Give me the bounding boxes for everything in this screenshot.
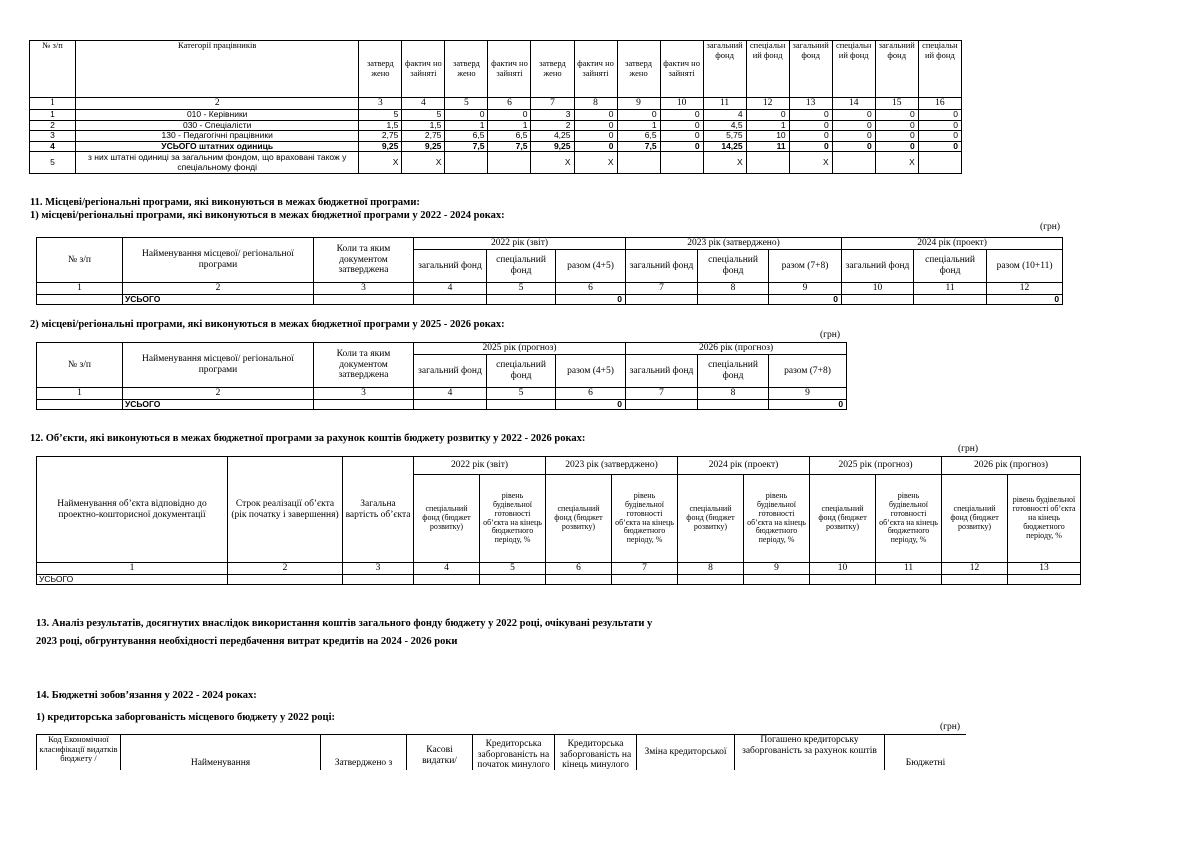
cell: 0	[918, 131, 961, 142]
fund-subheader: спеціальний фонд (бюджет розвитку)	[414, 475, 480, 563]
row-category: 130 - Педагогічні працівники	[76, 131, 359, 142]
index-cell: 6	[556, 283, 626, 295]
cell: 0	[875, 110, 918, 121]
row-number: 5	[30, 152, 76, 174]
cell: 1	[617, 120, 660, 131]
col-number-header: № з/п	[30, 41, 76, 98]
index-cell: 6	[546, 563, 612, 575]
index-cell: 13	[1008, 563, 1081, 575]
staff-col-head: загальний фонд	[875, 41, 918, 98]
section-14-subheading-1: 1) кредиторська заборгованість місцевого бюджету у 2022 році:	[36, 712, 336, 723]
section-11-subheading-2: 2) місцеві/регіональні програми, які виконуються в межах бюджетної програми у 2025 - 2026 роках:	[30, 319, 505, 330]
cell: 0	[574, 131, 617, 142]
index-cell: 10	[810, 563, 876, 575]
index-cell: 10	[660, 98, 703, 110]
col-payables-change-header: Зміна кредиторської	[637, 735, 735, 771]
index-cell: 9	[769, 283, 842, 295]
section-14-heading: 14. Бюджетні зобов’язання у 2022 - 2024 роках:	[36, 690, 257, 701]
cell: 2,75	[359, 131, 402, 142]
section-12-heading: 12. Об’єкти, які виконуються в межах бюджетної програми за рахунок коштів бюджету розвитку у 2022 - 2026 роках:	[30, 433, 586, 444]
readiness-subheader: рівень будівельної готовності об’єкта на кінець бюджетного періоду, %	[612, 475, 678, 563]
col-repaid-header: Погашено кредиторську заборгованість за рахунок коштів	[735, 735, 885, 771]
index-cell: 11	[876, 563, 942, 575]
index-cell: 13	[789, 98, 832, 110]
cell: 4,5	[703, 120, 746, 131]
cell	[918, 152, 961, 174]
cell: 2,75	[402, 131, 445, 142]
cell: X	[875, 152, 918, 174]
col-cash-expenses-header: Касові видатки/	[407, 735, 473, 771]
index-cell: 4	[414, 563, 480, 575]
fund-subheader: спеціальний фонд	[698, 250, 769, 283]
row-number: 2	[30, 120, 76, 131]
cell: 0	[574, 120, 617, 131]
fund-subheader: разом (4+5)	[556, 355, 626, 388]
col-category-header: Категорії працівників	[76, 41, 359, 98]
cell: 2	[531, 120, 574, 131]
row-category: з них штатні одиниці за загальним фондом, що враховані також у спеціальному фонді	[76, 152, 359, 174]
index-cell: 2	[228, 563, 343, 575]
fund-subheader: загальний фонд	[626, 355, 698, 388]
cell: 0	[574, 110, 617, 121]
year-header: 2023 рік (затверджено)	[546, 457, 678, 475]
col-term-header: Строк реалізації об’єкта (рік початку і завершення)	[228, 457, 343, 563]
total-label: УСЬОГО	[37, 574, 228, 585]
cell: 11	[746, 141, 789, 152]
cell: 1	[445, 120, 488, 131]
index-cell: 2	[123, 283, 314, 295]
cell: 6,5	[617, 131, 660, 142]
col-payables-start-header: Кредиторська заборгованість на початок минулого	[473, 735, 555, 771]
fund-subheader: загальний фонд	[414, 250, 487, 283]
index-cell: 9	[617, 98, 660, 110]
row-number: 4	[30, 141, 76, 152]
section-13-text: 13. Аналіз результатів, досягнутих внаслідок використання коштів загального фонду бюджету у 2022 році, очікувані результати у 2023 році, обгрунтування необхідності передбачення витрат кредитів на 2024 - 2026 роки	[36, 618, 653, 648]
row-number: 1	[30, 110, 76, 121]
fund-subheader: спеціальний фонд	[487, 355, 556, 388]
index-cell: 5	[480, 563, 546, 575]
total-row	[37, 294, 1063, 305]
readiness-subheader: рівень будівельної готовності об’єкта на кінець бюджетного періоду, %	[480, 475, 546, 563]
staff-row	[30, 131, 962, 142]
unit-label: (грн)	[820, 330, 841, 340]
row-number: 3	[30, 131, 76, 142]
cell: 0	[660, 120, 703, 131]
index-cell: 1	[30, 98, 76, 110]
index-cell: 12	[987, 283, 1063, 295]
staff-col-head: загальний фонд	[789, 41, 832, 98]
cell: 0	[789, 131, 832, 142]
index-row	[37, 388, 847, 400]
cell: 1	[746, 120, 789, 131]
year-header: 2022 рік (звіт)	[414, 238, 626, 250]
col-program-name-header: Найменування місцевої/ регіональної програми	[123, 343, 314, 388]
index-cell: 7	[531, 98, 574, 110]
cell: 0	[918, 110, 961, 121]
cell: 0	[832, 141, 875, 152]
index-cell: 11	[914, 283, 987, 295]
cell: 4	[703, 110, 746, 121]
cell	[746, 152, 789, 174]
index-cell: 5	[487, 283, 556, 295]
cell: 0	[875, 120, 918, 131]
cell: 0	[832, 131, 875, 142]
fund-subheader: разом (7+8)	[769, 355, 847, 388]
index-cell: 4	[402, 98, 445, 110]
index-cell: 7	[612, 563, 678, 575]
col-object-name-header: Найменування об’єкта відповідно до проектно-кошторисної документації	[37, 457, 228, 563]
index-cell: 9	[744, 563, 810, 575]
fund-subheader: загальний фонд	[626, 250, 698, 283]
cell: 5	[359, 110, 402, 121]
staff-table	[29, 40, 962, 174]
col-approved-header: Затверджено з	[321, 735, 407, 771]
year-header: 2024 рік (проект)	[842, 238, 1063, 250]
index-cell: 1	[37, 283, 123, 295]
index-cell: 4	[414, 283, 487, 295]
cell: 0	[918, 120, 961, 131]
staff-row	[30, 152, 962, 174]
staff-col-head: фактич но зайняті	[402, 41, 445, 98]
cell: 9,25	[531, 141, 574, 152]
col-econ-code-header: Код Економічної класифікації видатків бюджету /	[37, 735, 121, 771]
index-cell: 3	[343, 563, 414, 575]
cell: 0	[660, 131, 703, 142]
year-header: 2022 рік (звіт)	[414, 457, 546, 475]
cell: 5	[402, 110, 445, 121]
cell: 9,25	[402, 141, 445, 152]
staff-row	[30, 120, 962, 131]
index-cell: 14	[832, 98, 875, 110]
staff-row	[30, 110, 962, 121]
cell: 4,25	[531, 131, 574, 142]
index-cell: 9	[769, 388, 847, 400]
col-total-cost-header: Загальна вартість об’єкта	[343, 457, 414, 563]
cell	[832, 152, 875, 174]
index-cell: 5	[487, 388, 556, 400]
col-approval-doc-header: Коли та яким документом затверджена	[314, 238, 414, 283]
index-cell: 1	[37, 388, 123, 400]
staff-col-head: затверд жено	[445, 41, 488, 98]
index-cell: 3	[314, 283, 414, 295]
index-cell: 3	[314, 388, 414, 400]
cell: 0	[918, 141, 961, 152]
year-header: 2024 рік (проект)	[678, 457, 810, 475]
index-cell: 16	[918, 98, 961, 110]
staff-col-head: спеціальн ий фонд	[918, 41, 961, 98]
index-row	[37, 563, 1081, 575]
year-header: 2026 рік (прогноз)	[626, 343, 847, 355]
cell: 0	[445, 110, 488, 121]
cell: 5,75	[703, 131, 746, 142]
cell: 0	[617, 110, 660, 121]
staff-col-head: фактич но зайняті	[488, 41, 531, 98]
cell: X	[531, 152, 574, 174]
section-11-heading: 11. Місцеві/регіональні програми, які виконуються в межах бюджетної програми:	[30, 197, 420, 208]
col-budget-header: Бюджетні	[885, 735, 967, 771]
staff-col-head: спеціальн ий фонд	[832, 41, 875, 98]
fund-subheader: спеціальний фонд	[487, 250, 556, 283]
cell: 0	[789, 141, 832, 152]
cell: 7,5	[445, 141, 488, 152]
fund-subheader: разом (7+8)	[769, 250, 842, 283]
total-label: УСЬОГО	[123, 294, 314, 305]
index-row	[37, 283, 1063, 295]
row-category: 010 - Керівники	[76, 110, 359, 121]
staff-col-head: затверд жено	[531, 41, 574, 98]
cell: 0	[488, 110, 531, 121]
index-cell: 8	[698, 283, 769, 295]
cell	[660, 152, 703, 174]
cell: 1	[488, 120, 531, 131]
index-cell: 3	[359, 98, 402, 110]
fund-subheader: загальний фонд	[414, 355, 487, 388]
payables-table	[36, 734, 966, 770]
col-number-header: № з/п	[37, 343, 123, 388]
cell	[617, 152, 660, 174]
cell: 7,5	[488, 141, 531, 152]
readiness-subheader: рівень будівельної готовності об’єкта на кінець бюджетного періоду, %	[744, 475, 810, 563]
col-number-header: № з/п	[37, 238, 123, 283]
col-name-header: Найменування	[121, 735, 321, 771]
cell: X	[789, 152, 832, 174]
col-payables-end-header: Кредиторська заборгованість на кінець минулого	[555, 735, 637, 771]
fund-subheader: спеціальний фонд (бюджет розвитку)	[942, 475, 1008, 563]
unit-label: (грн)	[1040, 222, 1061, 232]
fund-subheader: спеціальний фонд (бюджет розвитку)	[546, 475, 612, 563]
cell: X	[402, 152, 445, 174]
cell: X	[703, 152, 746, 174]
total-row	[37, 574, 1081, 585]
cell: 6,5	[445, 131, 488, 142]
total-cell: 0	[556, 399, 626, 410]
unit-label: (грн)	[958, 444, 979, 454]
staff-col-head: загальний фонд	[703, 41, 746, 98]
total-cell: 0	[556, 294, 626, 305]
total-cell: 0	[769, 294, 842, 305]
cell: 1,5	[359, 120, 402, 131]
cell: 14,25	[703, 141, 746, 152]
index-cell: 7	[626, 388, 698, 400]
row-category: 030 - Спеціалісти	[76, 120, 359, 131]
index-cell: 5	[445, 98, 488, 110]
fund-subheader: спеціальний фонд (бюджет розвитку)	[810, 475, 876, 563]
programs-table-2022-2024	[36, 237, 1063, 305]
fund-subheader: разом (4+5)	[556, 250, 626, 283]
cell	[488, 152, 531, 174]
payables-table-clip	[36, 734, 966, 770]
cell: 0	[789, 110, 832, 121]
fund-subheader: спеціальний фонд	[914, 250, 987, 283]
unit-label: (грн)	[940, 722, 961, 732]
year-header: 2025 рік (прогноз)	[414, 343, 626, 355]
col-program-name-header: Найменування місцевої/ регіональної програми	[123, 238, 314, 283]
staff-total-row	[30, 141, 962, 152]
cell: X	[359, 152, 402, 174]
row-category: УСЬОГО штатних одиниць	[76, 141, 359, 152]
col-approval-doc-header: Коли та яким документом затверджена	[314, 343, 414, 388]
staff-col-head: спеціальн ий фонд	[746, 41, 789, 98]
index-cell: 4	[414, 388, 487, 400]
year-header: 2026 рік (прогноз)	[942, 457, 1081, 475]
readiness-subheader: рівень будівельної готовності об’єкта на кінець бюджетного періоду, %	[876, 475, 942, 563]
cell: 0	[832, 120, 875, 131]
staff-header-row	[30, 41, 962, 98]
cell: 3	[531, 110, 574, 121]
total-cell: 0	[987, 294, 1063, 305]
staff-index-row	[30, 98, 962, 110]
index-cell: 12	[942, 563, 1008, 575]
cell: 7,5	[617, 141, 660, 152]
cell: 0	[660, 110, 703, 121]
cell: 1,5	[402, 120, 445, 131]
cell: 0	[875, 141, 918, 152]
staff-col-head: фактич но зайняті	[660, 41, 703, 98]
index-cell: 6	[488, 98, 531, 110]
index-cell: 11	[703, 98, 746, 110]
cell: 10	[746, 131, 789, 142]
cell: 0	[746, 110, 789, 121]
index-cell: 6	[556, 388, 626, 400]
fund-subheader: спеціальний фонд	[698, 355, 769, 388]
cell: 6,5	[488, 131, 531, 142]
index-cell: 8	[698, 388, 769, 400]
construction-objects-table	[36, 456, 1081, 585]
fund-subheader: загальний фонд	[842, 250, 914, 283]
cell: 0	[789, 120, 832, 131]
cell: 0	[875, 131, 918, 142]
index-cell: 12	[746, 98, 789, 110]
cell: X	[574, 152, 617, 174]
year-header: 2025 рік (прогноз)	[810, 457, 942, 475]
cell: 0	[574, 141, 617, 152]
index-cell: 2	[123, 388, 314, 400]
index-cell: 8	[574, 98, 617, 110]
total-label: УСЬОГО	[123, 399, 314, 410]
fund-subheader: разом (10+11)	[987, 250, 1063, 283]
index-cell: 15	[875, 98, 918, 110]
total-row	[37, 399, 847, 410]
index-cell: 2	[76, 98, 359, 110]
fund-subheader: спеціальний фонд (бюджет розвитку)	[678, 475, 744, 563]
readiness-subheader: рівень будівельної готовності об’єкта на кінець бюджетного періоду, %	[1008, 475, 1081, 563]
cell: 9,25	[359, 141, 402, 152]
total-cell: 0	[769, 399, 847, 410]
staff-col-head: затверд жено	[359, 41, 402, 98]
index-cell: 8	[678, 563, 744, 575]
index-cell: 10	[842, 283, 914, 295]
year-header: 2023 рік (затверджено)	[626, 238, 842, 250]
index-cell: 7	[626, 283, 698, 295]
index-cell: 1	[37, 563, 228, 575]
staff-col-head: фактич но зайняті	[574, 41, 617, 98]
staff-col-head: затверд жено	[617, 41, 660, 98]
section-11-subheading-1: 1) місцеві/регіональні програми, які виконуються в межах бюджетної програми у 2022 - 2024 роках:	[30, 210, 505, 221]
programs-table-2025-2026	[36, 342, 847, 410]
cell: 0	[660, 141, 703, 152]
cell	[445, 152, 488, 174]
cell: 0	[832, 110, 875, 121]
